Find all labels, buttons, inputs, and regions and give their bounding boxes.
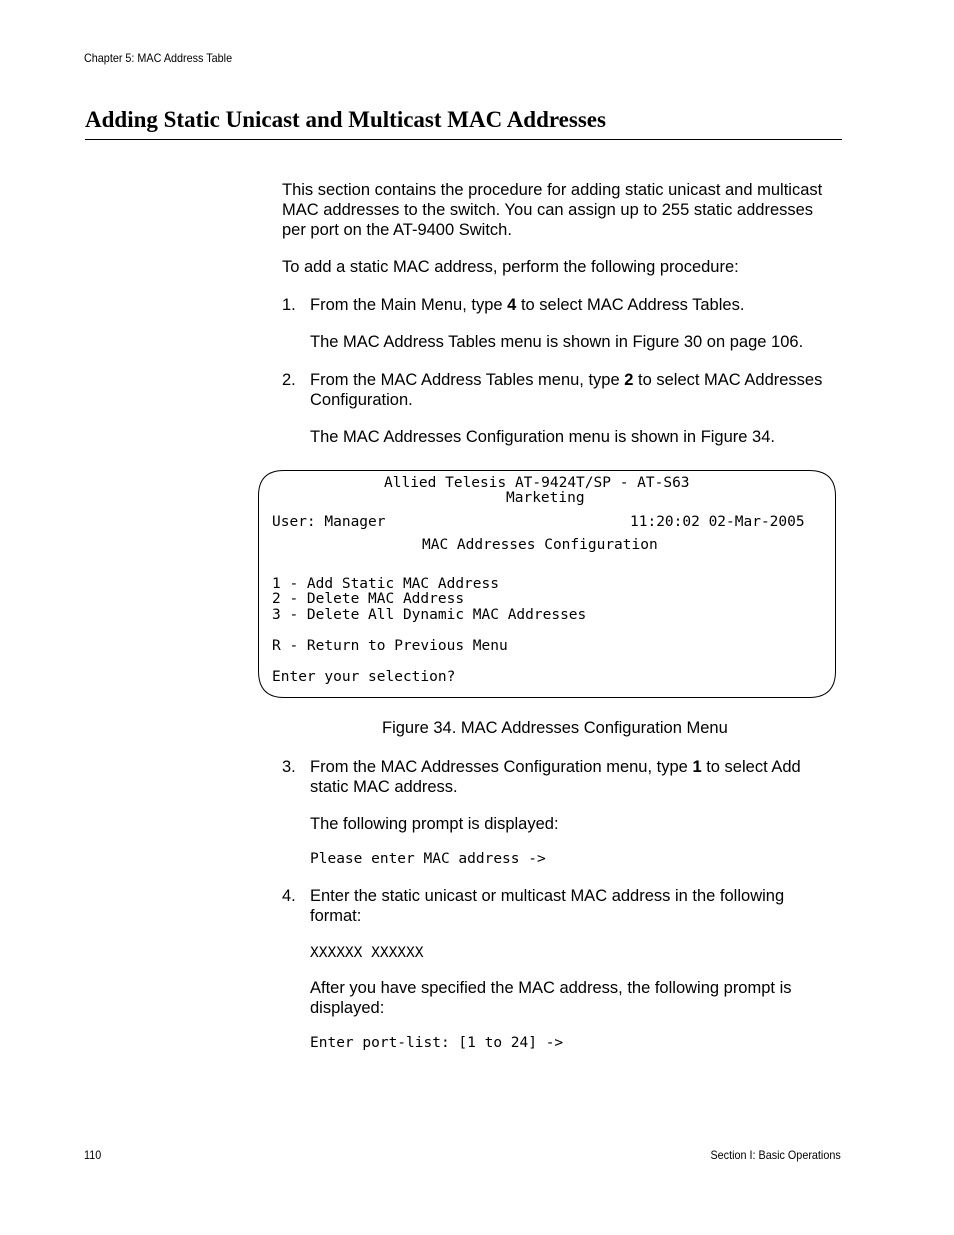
step-text: After you have specified the MAC address, the following prompt is bbox=[310, 979, 792, 997]
step-text: to select MAC Address Tables. bbox=[516, 296, 745, 314]
code-prompt: Please enter MAC address -> bbox=[310, 851, 546, 867]
step-key: 2 bbox=[624, 371, 634, 389]
intro-line: per port on the AT-9400 Switch. bbox=[282, 221, 512, 239]
running-footer-section: Section I: Basic Operations bbox=[710, 1148, 841, 1162]
step-key: 4 bbox=[507, 296, 517, 314]
intro-paragraph bbox=[282, 180, 822, 240]
terminal-menu-item: 1 - Add Static MAC Address bbox=[272, 576, 499, 592]
terminal-location: Marketing bbox=[506, 490, 585, 506]
terminal-return: R - Return to Previous Menu bbox=[272, 638, 508, 654]
step-3-note: The following prompt is displayed: bbox=[310, 815, 559, 833]
intro-line: MAC addresses to the switch. You can assign up to 255 static addresses bbox=[282, 201, 814, 219]
terminal-system: Allied Telesis AT-9424T/SP - AT-S63 bbox=[384, 475, 690, 491]
step-1-text bbox=[310, 295, 744, 315]
step-number: 4. bbox=[282, 887, 296, 905]
terminal-menu-title: MAC Addresses Configuration bbox=[422, 537, 658, 553]
step-number: 2. bbox=[282, 371, 296, 389]
step-text: From the Main Menu, type bbox=[310, 296, 508, 314]
code-port-list: Enter port-list: [1 to 24] -> bbox=[310, 1035, 564, 1051]
step-number: 1. bbox=[282, 296, 296, 314]
section-title: Adding Static Unicast and Multicast MAC Addresses bbox=[85, 107, 606, 132]
step-3-text bbox=[310, 757, 801, 797]
terminal-menu-item: 2 - Delete MAC Address bbox=[272, 591, 465, 607]
terminal-user: User: Manager bbox=[272, 514, 386, 530]
step-4-note bbox=[310, 978, 792, 1018]
step-2-text bbox=[310, 370, 822, 410]
lead-paragraph: To add a static MAC address, perform the following procedure: bbox=[282, 258, 739, 276]
running-header: Chapter 5: MAC Address Table bbox=[84, 51, 233, 65]
step-text: to select MAC Addresses bbox=[633, 371, 823, 389]
step-2-note: The MAC Addresses Configuration menu is shown in Figure 34. bbox=[310, 428, 775, 446]
terminal-screen bbox=[258, 470, 835, 697]
page-number: 110 bbox=[84, 1148, 102, 1162]
code-format: XXXXXX XXXXXX bbox=[310, 945, 424, 961]
step-text: From the MAC Address Tables menu, type bbox=[310, 371, 625, 389]
step-text: From the MAC Addresses Configuration menu, type bbox=[310, 758, 693, 776]
terminal-prompt: Enter your selection? bbox=[272, 669, 456, 685]
step-text: Configuration. bbox=[310, 391, 413, 409]
step-text: Enter the static unicast or multicast MAC address in the following bbox=[310, 887, 785, 905]
step-text: static MAC address. bbox=[310, 778, 458, 796]
step-number: 3. bbox=[282, 758, 296, 776]
step-4-text bbox=[310, 886, 784, 926]
step-text: displayed: bbox=[310, 999, 385, 1017]
terminal-datetime: 11:20:02 02-Mar-2005 bbox=[630, 514, 805, 530]
title-underline bbox=[85, 139, 842, 140]
step-1-note: The MAC Address Tables menu is shown in Figure 30 on page 106. bbox=[310, 333, 804, 351]
step-text: to select Add bbox=[701, 758, 801, 776]
intro-line: This section contains the procedure for adding static unicast and multicast bbox=[282, 181, 823, 199]
step-key: 1 bbox=[692, 758, 702, 776]
terminal-menu-item: 3 - Delete All Dynamic MAC Addresses bbox=[272, 607, 587, 623]
step-text: format: bbox=[310, 907, 362, 925]
figure-caption: Figure 34. MAC Addresses Configuration Menu bbox=[382, 719, 728, 737]
